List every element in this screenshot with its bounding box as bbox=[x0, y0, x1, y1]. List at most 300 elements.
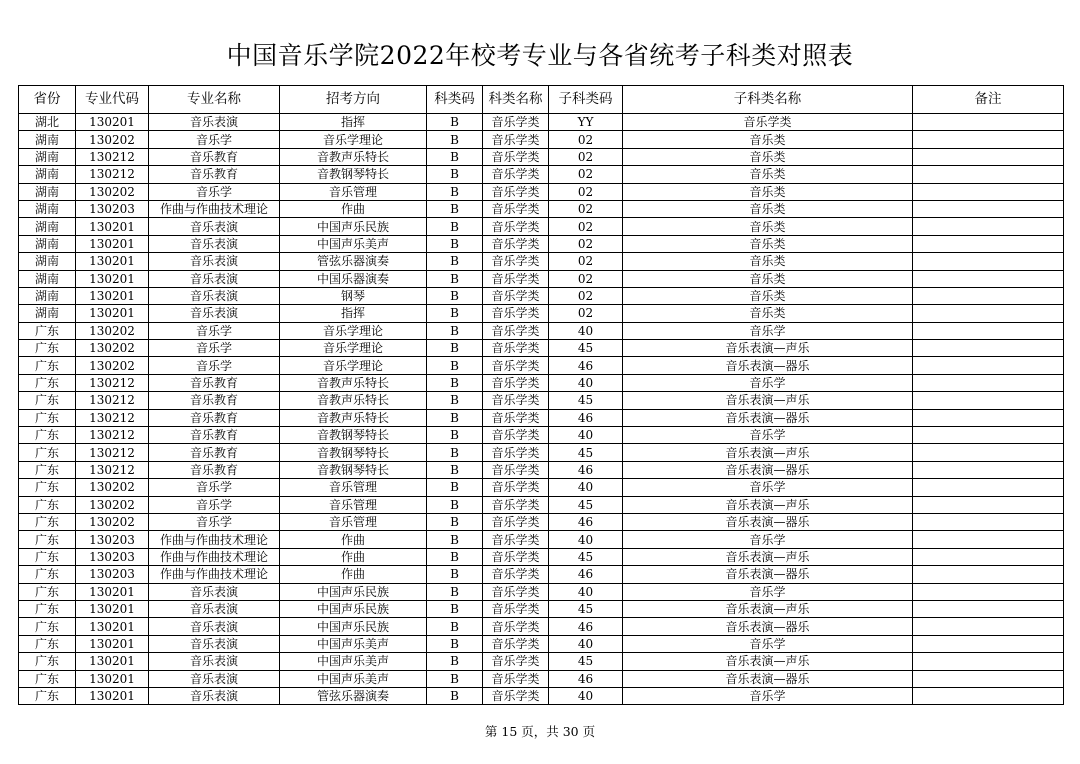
cell-remarks bbox=[913, 374, 1064, 391]
cell-category-code: B bbox=[427, 461, 483, 478]
cell-direction: 音乐学理论 bbox=[280, 322, 427, 339]
cell-direction: 中国声乐民族 bbox=[280, 218, 427, 235]
cell-remarks bbox=[913, 635, 1064, 652]
cell-subcategory-code: 46 bbox=[549, 670, 623, 687]
cell-subcategory-code: 45 bbox=[549, 600, 623, 617]
cell-subcategory-code: 02 bbox=[549, 131, 623, 148]
cell-remarks bbox=[913, 131, 1064, 148]
cell-major-name: 音乐学 bbox=[149, 357, 280, 374]
cell-province: 湖南 bbox=[19, 131, 76, 148]
cell-category-code: B bbox=[427, 653, 483, 670]
cell-major-name: 作曲与作曲技术理论 bbox=[149, 548, 280, 565]
cell-remarks bbox=[913, 653, 1064, 670]
cell-major-code: 130201 bbox=[76, 287, 149, 304]
cell-subcategory-code: 40 bbox=[549, 687, 623, 704]
table-row bbox=[19, 374, 1064, 391]
cell-category-name: 音乐学类 bbox=[483, 409, 549, 426]
cell-category-code: B bbox=[427, 409, 483, 426]
table-row bbox=[19, 618, 1064, 635]
cell-subcategory-name: 音乐学 bbox=[623, 635, 913, 652]
cell-major-code: 130201 bbox=[76, 305, 149, 322]
cell-remarks bbox=[913, 166, 1064, 183]
cell-direction: 音教钢琴特长 bbox=[280, 166, 427, 183]
cell-remarks bbox=[913, 305, 1064, 322]
cell-category-name: 音乐学类 bbox=[483, 548, 549, 565]
cell-subcategory-name: 音乐表演—器乐 bbox=[623, 409, 913, 426]
cell-category-code: B bbox=[427, 618, 483, 635]
cell-subcategory-code: 40 bbox=[549, 479, 623, 496]
cell-category-code: B bbox=[427, 183, 483, 200]
cell-province: 广东 bbox=[19, 635, 76, 652]
table-body bbox=[19, 114, 1064, 705]
cell-subcategory-name: 音乐学 bbox=[623, 531, 913, 548]
cell-major-name: 音乐教育 bbox=[149, 427, 280, 444]
cell-subcategory-code: 45 bbox=[549, 340, 623, 357]
cell-major-name: 音乐教育 bbox=[149, 444, 280, 461]
cell-category-code: B bbox=[427, 496, 483, 513]
cell-subcategory-name: 音乐类 bbox=[623, 183, 913, 200]
cell-category-name: 音乐学类 bbox=[483, 200, 549, 217]
cell-subcategory-name: 音乐表演—声乐 bbox=[623, 340, 913, 357]
table-row bbox=[19, 513, 1064, 530]
cell-province: 湖南 bbox=[19, 166, 76, 183]
cell-subcategory-code: 02 bbox=[549, 305, 623, 322]
cell-subcategory-code: 02 bbox=[549, 200, 623, 217]
cell-major-code: 130202 bbox=[76, 479, 149, 496]
cell-province: 湖南 bbox=[19, 148, 76, 165]
cell-category-name: 音乐学类 bbox=[483, 322, 549, 339]
cell-province: 广东 bbox=[19, 409, 76, 426]
cell-category-name: 音乐学类 bbox=[483, 235, 549, 252]
cell-category-name: 音乐学类 bbox=[483, 166, 549, 183]
cell-category-name: 音乐学类 bbox=[483, 479, 549, 496]
cell-major-name: 音乐表演 bbox=[149, 114, 280, 131]
cell-category-code: B bbox=[427, 392, 483, 409]
table-row bbox=[19, 427, 1064, 444]
cell-category-code: B bbox=[427, 374, 483, 391]
cell-category-code: B bbox=[427, 548, 483, 565]
cell-subcategory-code: 02 bbox=[549, 166, 623, 183]
cell-direction: 音教声乐特长 bbox=[280, 374, 427, 391]
cell-subcategory-name: 音乐类 bbox=[623, 166, 913, 183]
cell-major-name: 作曲与作曲技术理论 bbox=[149, 531, 280, 548]
cell-direction: 钢琴 bbox=[280, 287, 427, 304]
cell-province: 湖南 bbox=[19, 235, 76, 252]
cell-major-code: 130201 bbox=[76, 635, 149, 652]
cell-major-code: 130202 bbox=[76, 322, 149, 339]
cell-remarks bbox=[913, 340, 1064, 357]
cell-category-code: B bbox=[427, 687, 483, 704]
cell-subcategory-name: 音乐学类 bbox=[623, 114, 913, 131]
cell-direction: 音乐学理论 bbox=[280, 131, 427, 148]
cell-province: 湖南 bbox=[19, 218, 76, 235]
cell-category-code: B bbox=[427, 131, 483, 148]
cell-subcategory-code: 46 bbox=[549, 357, 623, 374]
cell-major-code: 130201 bbox=[76, 235, 149, 252]
cell-remarks bbox=[913, 479, 1064, 496]
cell-major-code: 130212 bbox=[76, 461, 149, 478]
cell-major-name: 音乐学 bbox=[149, 183, 280, 200]
cell-subcategory-name: 音乐学 bbox=[623, 322, 913, 339]
cell-direction: 中国声乐美声 bbox=[280, 653, 427, 670]
cell-category-code: B bbox=[427, 513, 483, 530]
cell-remarks bbox=[913, 618, 1064, 635]
cell-subcategory-code: 02 bbox=[549, 148, 623, 165]
cell-major-code: 130201 bbox=[76, 600, 149, 617]
cell-subcategory-code: 46 bbox=[549, 618, 623, 635]
cell-province: 湖南 bbox=[19, 253, 76, 270]
table-row bbox=[19, 357, 1064, 374]
cell-remarks bbox=[913, 496, 1064, 513]
cell-major-code: 130201 bbox=[76, 670, 149, 687]
cell-direction: 中国声乐美声 bbox=[280, 670, 427, 687]
cell-remarks bbox=[913, 600, 1064, 617]
cell-major-code: 130203 bbox=[76, 531, 149, 548]
cell-category-name: 音乐学类 bbox=[483, 513, 549, 530]
cell-province: 广东 bbox=[19, 392, 76, 409]
cell-major-code: 130202 bbox=[76, 340, 149, 357]
cell-subcategory-code: 40 bbox=[549, 583, 623, 600]
cell-major-code: 130202 bbox=[76, 513, 149, 530]
cell-category-name: 音乐学类 bbox=[483, 392, 549, 409]
cell-direction: 音教声乐特长 bbox=[280, 148, 427, 165]
cell-category-code: B bbox=[427, 114, 483, 131]
cell-category-name: 音乐学类 bbox=[483, 218, 549, 235]
cell-major-code: 130203 bbox=[76, 548, 149, 565]
cell-major-code: 130212 bbox=[76, 427, 149, 444]
table-row bbox=[19, 600, 1064, 617]
cell-category-name: 音乐学类 bbox=[483, 374, 549, 391]
cell-subcategory-code: 02 bbox=[549, 287, 623, 304]
cell-remarks bbox=[913, 687, 1064, 704]
cell-category-code: B bbox=[427, 322, 483, 339]
cell-remarks bbox=[913, 531, 1064, 548]
cell-category-code: B bbox=[427, 270, 483, 287]
cell-subcategory-code: 02 bbox=[549, 218, 623, 235]
cell-major-code: 130201 bbox=[76, 653, 149, 670]
cell-category-code: B bbox=[427, 235, 483, 252]
table-row bbox=[19, 687, 1064, 704]
cell-major-name: 音乐教育 bbox=[149, 166, 280, 183]
cell-major-code: 130212 bbox=[76, 392, 149, 409]
table-row bbox=[19, 635, 1064, 652]
table-row bbox=[19, 235, 1064, 252]
cell-direction: 作曲 bbox=[280, 566, 427, 583]
cell-major-code: 130212 bbox=[76, 374, 149, 391]
cell-category-name: 音乐学类 bbox=[483, 287, 549, 304]
cell-direction: 中国声乐民族 bbox=[280, 583, 427, 600]
cell-remarks bbox=[913, 270, 1064, 287]
cell-subcategory-name: 音乐表演—器乐 bbox=[623, 513, 913, 530]
cell-subcategory-name: 音乐学 bbox=[623, 479, 913, 496]
cell-subcategory-code: 02 bbox=[549, 235, 623, 252]
table-row bbox=[19, 340, 1064, 357]
cell-category-code: B bbox=[427, 200, 483, 217]
cell-major-name: 音乐学 bbox=[149, 322, 280, 339]
cell-subcategory-name: 音乐表演—器乐 bbox=[623, 357, 913, 374]
cell-major-code: 130202 bbox=[76, 357, 149, 374]
cell-direction: 中国声乐民族 bbox=[280, 600, 427, 617]
cell-major-name: 音乐学 bbox=[149, 496, 280, 513]
cell-province: 广东 bbox=[19, 531, 76, 548]
header-remarks: 备注 bbox=[913, 86, 1064, 114]
cell-major-name: 音乐教育 bbox=[149, 409, 280, 426]
cell-province: 广东 bbox=[19, 340, 76, 357]
table-row bbox=[19, 392, 1064, 409]
cell-province: 湖南 bbox=[19, 200, 76, 217]
header-category-name: 科类名称 bbox=[483, 86, 549, 114]
document-title: 中国音乐学院2022年校考专业与各省统考子科类对照表 bbox=[226, 41, 854, 70]
cell-remarks bbox=[913, 409, 1064, 426]
cell-province: 广东 bbox=[19, 374, 76, 391]
cell-major-name: 音乐表演 bbox=[149, 270, 280, 287]
cell-direction: 中国声乐美声 bbox=[280, 235, 427, 252]
table-header-row bbox=[19, 86, 1064, 114]
cell-subcategory-code: 46 bbox=[549, 513, 623, 530]
cell-subcategory-code: YY bbox=[549, 114, 623, 131]
table-row bbox=[19, 531, 1064, 548]
cell-province: 广东 bbox=[19, 600, 76, 617]
table-row bbox=[19, 496, 1064, 513]
cell-subcategory-code: 02 bbox=[549, 183, 623, 200]
header-subcategory-code: 子科类码 bbox=[549, 86, 623, 114]
cell-subcategory-name: 音乐表演—声乐 bbox=[623, 496, 913, 513]
cell-major-name: 音乐学 bbox=[149, 340, 280, 357]
cell-major-code: 130201 bbox=[76, 270, 149, 287]
table-row bbox=[19, 479, 1064, 496]
cell-province: 湖南 bbox=[19, 270, 76, 287]
cell-category-name: 音乐学类 bbox=[483, 357, 549, 374]
cell-province: 广东 bbox=[19, 670, 76, 687]
cell-province: 广东 bbox=[19, 496, 76, 513]
cell-subcategory-name: 音乐类 bbox=[623, 270, 913, 287]
cell-subcategory-name: 音乐学 bbox=[623, 374, 913, 391]
cell-remarks bbox=[913, 183, 1064, 200]
cell-category-code: B bbox=[427, 583, 483, 600]
cell-subcategory-name: 音乐表演—声乐 bbox=[623, 392, 913, 409]
cell-major-name: 音乐表演 bbox=[149, 583, 280, 600]
cell-category-code: B bbox=[427, 218, 483, 235]
cell-subcategory-code: 02 bbox=[549, 253, 623, 270]
header-direction: 招考方向 bbox=[280, 86, 427, 114]
cell-major-name: 音乐教育 bbox=[149, 374, 280, 391]
cell-remarks bbox=[913, 392, 1064, 409]
cell-major-name: 音乐表演 bbox=[149, 687, 280, 704]
cell-remarks bbox=[913, 322, 1064, 339]
cell-major-code: 130201 bbox=[76, 687, 149, 704]
cell-subcategory-name: 音乐类 bbox=[623, 235, 913, 252]
cell-remarks bbox=[913, 200, 1064, 217]
cell-category-name: 音乐学类 bbox=[483, 670, 549, 687]
table-row bbox=[19, 566, 1064, 583]
cell-subcategory-name: 音乐学 bbox=[623, 427, 913, 444]
cell-category-name: 音乐学类 bbox=[483, 427, 549, 444]
cell-major-name: 音乐教育 bbox=[149, 392, 280, 409]
cell-direction: 音教钢琴特长 bbox=[280, 461, 427, 478]
table-row bbox=[19, 322, 1064, 339]
cell-direction: 音乐学理论 bbox=[280, 340, 427, 357]
cell-major-name: 音乐教育 bbox=[149, 148, 280, 165]
cell-province: 广东 bbox=[19, 583, 76, 600]
cell-remarks bbox=[913, 548, 1064, 565]
table-row bbox=[19, 131, 1064, 148]
cell-direction: 音教声乐特长 bbox=[280, 392, 427, 409]
cell-remarks bbox=[913, 148, 1064, 165]
table-row bbox=[19, 461, 1064, 478]
cell-subcategory-name: 音乐表演—声乐 bbox=[623, 653, 913, 670]
cell-subcategory-name: 音乐类 bbox=[623, 305, 913, 322]
cell-major-name: 音乐表演 bbox=[149, 670, 280, 687]
table-row bbox=[19, 583, 1064, 600]
cell-direction: 作曲 bbox=[280, 548, 427, 565]
cell-direction: 音教钢琴特长 bbox=[280, 427, 427, 444]
table-row bbox=[19, 114, 1064, 131]
cell-major-code: 130202 bbox=[76, 496, 149, 513]
cell-category-code: B bbox=[427, 531, 483, 548]
cell-major-code: 130212 bbox=[76, 148, 149, 165]
cell-category-name: 音乐学类 bbox=[483, 131, 549, 148]
header-province: 省份 bbox=[19, 86, 76, 114]
table-row bbox=[19, 218, 1064, 235]
cell-category-code: B bbox=[427, 444, 483, 461]
cell-remarks bbox=[913, 670, 1064, 687]
cell-major-name: 音乐教育 bbox=[149, 461, 280, 478]
cell-category-name: 音乐学类 bbox=[483, 305, 549, 322]
cell-subcategory-name: 音乐表演—器乐 bbox=[623, 461, 913, 478]
table-row bbox=[19, 270, 1064, 287]
cell-subcategory-name: 音乐类 bbox=[623, 131, 913, 148]
cell-major-code: 130203 bbox=[76, 566, 149, 583]
cell-major-name: 音乐表演 bbox=[149, 287, 280, 304]
cell-direction: 作曲 bbox=[280, 200, 427, 217]
cell-major-name: 音乐表演 bbox=[149, 600, 280, 617]
cell-province: 广东 bbox=[19, 566, 76, 583]
cell-direction: 中国声乐美声 bbox=[280, 635, 427, 652]
cell-category-name: 音乐学类 bbox=[483, 618, 549, 635]
cell-subcategory-name: 音乐类 bbox=[623, 148, 913, 165]
cell-category-code: B bbox=[427, 340, 483, 357]
cell-major-code: 130212 bbox=[76, 409, 149, 426]
cell-major-name: 音乐表演 bbox=[149, 253, 280, 270]
cell-category-name: 音乐学类 bbox=[483, 653, 549, 670]
cell-major-code: 130201 bbox=[76, 114, 149, 131]
cell-direction: 音乐管理 bbox=[280, 513, 427, 530]
header-category-code: 科类码 bbox=[427, 86, 483, 114]
table-row bbox=[19, 253, 1064, 270]
cell-major-name: 音乐表演 bbox=[149, 635, 280, 652]
cell-major-name: 音乐表演 bbox=[149, 653, 280, 670]
cell-category-name: 音乐学类 bbox=[483, 183, 549, 200]
table-row bbox=[19, 653, 1064, 670]
cell-province: 广东 bbox=[19, 513, 76, 530]
cell-subcategory-code: 02 bbox=[549, 270, 623, 287]
table-row bbox=[19, 305, 1064, 322]
cell-category-code: B bbox=[427, 479, 483, 496]
cell-direction: 音乐管理 bbox=[280, 183, 427, 200]
cell-remarks bbox=[913, 513, 1064, 530]
cell-subcategory-code: 45 bbox=[549, 548, 623, 565]
cell-major-name: 音乐表演 bbox=[149, 618, 280, 635]
cell-direction: 音教声乐特长 bbox=[280, 409, 427, 426]
cell-major-code: 130201 bbox=[76, 218, 149, 235]
cell-category-name: 音乐学类 bbox=[483, 600, 549, 617]
cell-subcategory-name: 音乐表演—声乐 bbox=[623, 600, 913, 617]
cell-direction: 管弦乐器演奏 bbox=[280, 687, 427, 704]
cell-remarks bbox=[913, 218, 1064, 235]
cell-category-code: B bbox=[427, 566, 483, 583]
cell-category-name: 音乐学类 bbox=[483, 531, 549, 548]
cell-remarks bbox=[913, 235, 1064, 252]
cell-category-code: B bbox=[427, 600, 483, 617]
cell-direction: 音教钢琴特长 bbox=[280, 444, 427, 461]
cell-province: 广东 bbox=[19, 618, 76, 635]
cell-remarks bbox=[913, 287, 1064, 304]
cell-category-name: 音乐学类 bbox=[483, 444, 549, 461]
cell-category-code: B bbox=[427, 166, 483, 183]
cell-subcategory-code: 45 bbox=[549, 496, 623, 513]
table-row bbox=[19, 409, 1064, 426]
cell-subcategory-name: 音乐表演—器乐 bbox=[623, 566, 913, 583]
table-row bbox=[19, 166, 1064, 183]
cell-category-name: 音乐学类 bbox=[483, 635, 549, 652]
cell-category-name: 音乐学类 bbox=[483, 270, 549, 287]
cell-subcategory-code: 46 bbox=[549, 566, 623, 583]
cell-subcategory-name: 音乐类 bbox=[623, 253, 913, 270]
cell-category-code: B bbox=[427, 357, 483, 374]
cell-province: 湖南 bbox=[19, 183, 76, 200]
cell-direction: 中国乐器演奏 bbox=[280, 270, 427, 287]
cell-category-name: 音乐学类 bbox=[483, 496, 549, 513]
cell-province: 湖南 bbox=[19, 305, 76, 322]
cell-subcategory-code: 45 bbox=[549, 653, 623, 670]
cell-direction: 中国声乐民族 bbox=[280, 618, 427, 635]
table-row bbox=[19, 148, 1064, 165]
cell-direction: 音乐管理 bbox=[280, 479, 427, 496]
cell-subcategory-code: 40 bbox=[549, 374, 623, 391]
header-major-code: 专业代码 bbox=[76, 86, 149, 114]
table-row bbox=[19, 287, 1064, 304]
cell-major-name: 音乐表演 bbox=[149, 218, 280, 235]
cell-major-name: 音乐表演 bbox=[149, 305, 280, 322]
cell-province: 湖北 bbox=[19, 114, 76, 131]
table-row bbox=[19, 200, 1064, 217]
cell-direction: 指挥 bbox=[280, 305, 427, 322]
cell-province: 广东 bbox=[19, 357, 76, 374]
cell-province: 广东 bbox=[19, 461, 76, 478]
cell-province: 湖南 bbox=[19, 287, 76, 304]
cell-category-code: B bbox=[427, 253, 483, 270]
cell-category-name: 音乐学类 bbox=[483, 687, 549, 704]
cell-subcategory-code: 40 bbox=[549, 635, 623, 652]
header-subcategory-name: 子科类名称 bbox=[623, 86, 913, 114]
cell-province: 广东 bbox=[19, 444, 76, 461]
cell-subcategory-code: 45 bbox=[549, 444, 623, 461]
cell-subcategory-code: 40 bbox=[549, 322, 623, 339]
cell-category-name: 音乐学类 bbox=[483, 114, 549, 131]
cell-province: 广东 bbox=[19, 427, 76, 444]
cell-subcategory-name: 音乐表演—器乐 bbox=[623, 618, 913, 635]
cell-province: 广东 bbox=[19, 653, 76, 670]
cell-major-code: 130202 bbox=[76, 131, 149, 148]
cell-major-code: 130212 bbox=[76, 166, 149, 183]
cell-category-code: B bbox=[427, 305, 483, 322]
cell-major-code: 130201 bbox=[76, 583, 149, 600]
comparison-table bbox=[18, 85, 1064, 705]
page-number: 第 15 页，共 30 页 bbox=[484, 724, 596, 739]
cell-subcategory-name: 音乐类 bbox=[623, 287, 913, 304]
cell-subcategory-code: 45 bbox=[549, 392, 623, 409]
cell-category-name: 音乐学类 bbox=[483, 253, 549, 270]
